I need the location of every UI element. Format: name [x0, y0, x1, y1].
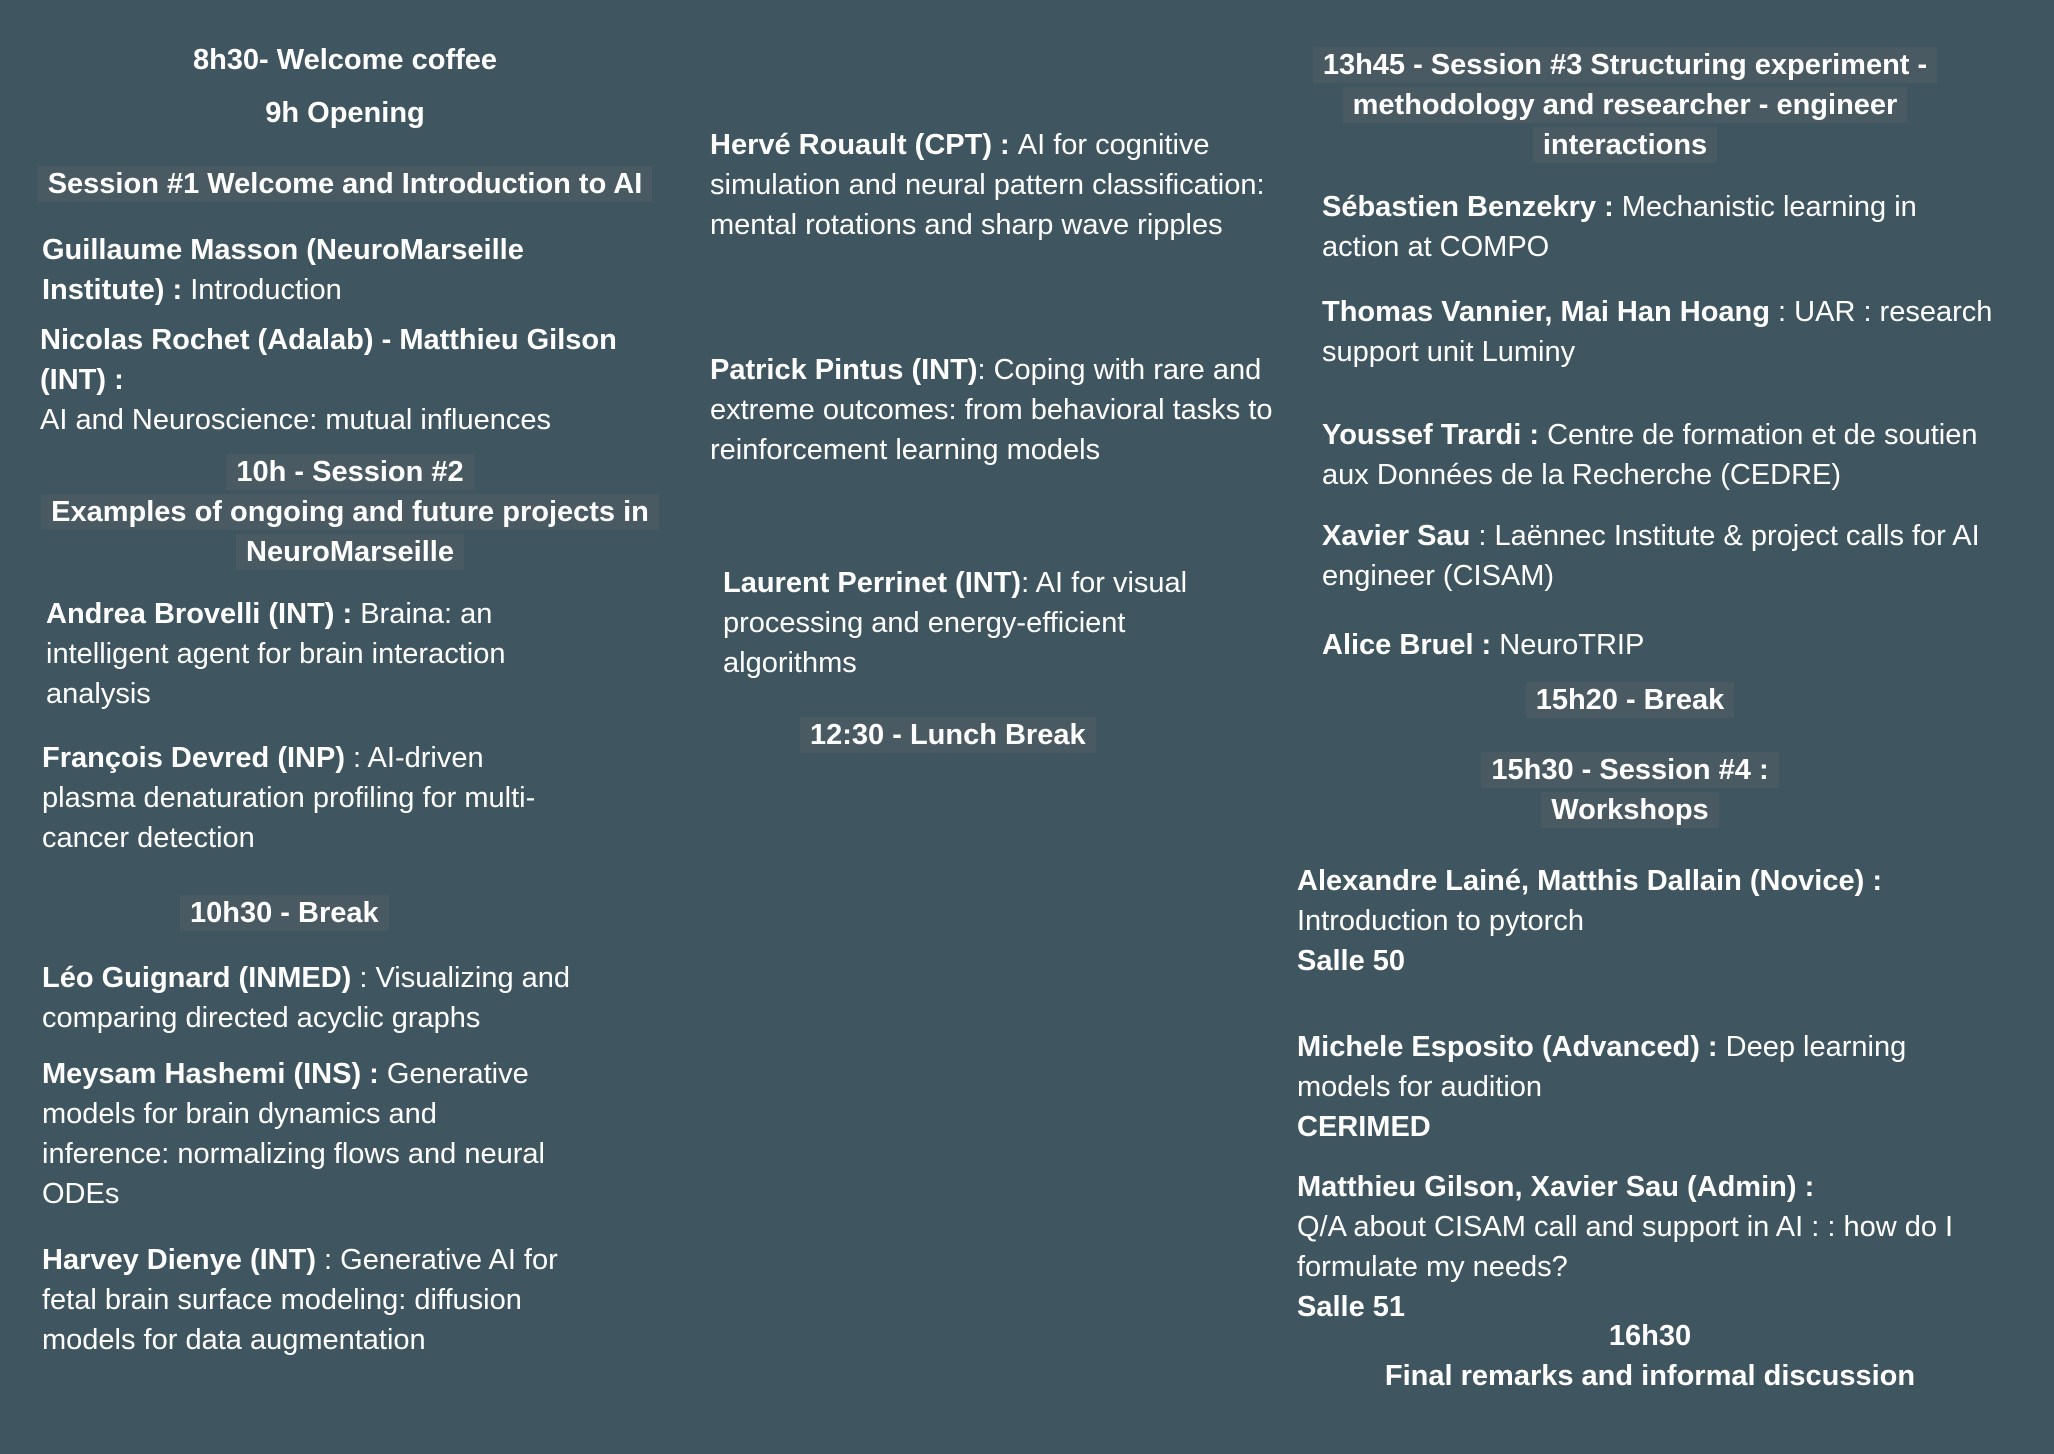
speaker-name: Hervé Rouault (CPT) : — [710, 129, 1018, 161]
talk-title: : UAR : research support unit Luminy — [1322, 296, 1993, 368]
speaker-name: Andrea Brovelli (INT) : — [46, 598, 361, 630]
talk-title: Generative models for brain dynamics and inference: normalizing flows and neural ODEs — [42, 1058, 545, 1210]
session3-title: 13h45 - Session #3 Structuring experiment - methodology and researcher - engineer interactions — [1313, 47, 1937, 163]
workshop-speakers: Michele Esposito (Advanced) : — [1297, 1031, 1726, 1063]
speaker-name: Alice Bruel : — [1322, 629, 1500, 661]
session4-title: Workshops — [1541, 792, 1718, 828]
session2-title: Examples of ongoing and future projects in NeuroMarseille — [41, 494, 659, 570]
talk-title: : Laënnec Institute & project calls for AI engineer (CISAM) — [1322, 520, 1980, 592]
talk-item — [1322, 187, 2002, 267]
break-1 — [180, 893, 389, 933]
talk-title: Mechanistic learning in action at COMPO — [1322, 191, 1917, 263]
workshop-title: Introduction to pytorch — [1297, 905, 1584, 937]
welcome-coffee-text: 8h30- Welcome coffee — [192, 44, 498, 76]
talk-title: NeuroTRIP — [1499, 629, 1645, 661]
session4-heading — [1350, 750, 1910, 830]
final-time: 16h30 — [1608, 1320, 1692, 1352]
talk-item — [42, 738, 562, 858]
talk-title: Introduction — [190, 274, 342, 306]
speaker-name: Meysam Hashemi (INS) : — [42, 1058, 387, 1090]
talk-item — [1322, 516, 2012, 596]
talk-title: AI for cognitive simulation and neural pattern classification: mental rotations and sharp wave ripples — [710, 129, 1265, 241]
workshop-item — [1297, 861, 2017, 981]
final-session — [1330, 1316, 1970, 1396]
speaker-name: Xavier Sau — [1322, 520, 1479, 552]
speaker-name: François Devred (INP) — [42, 742, 354, 774]
speaker-name: Laurent Perrinet (INT) — [723, 567, 1022, 599]
talk-title: : Visualizing and comparing directed acyclic graphs — [42, 962, 571, 1034]
session1-title: Session #1 Welcome and Introduction to AI — [38, 166, 653, 202]
speaker-name: Youssef Trardi : — [1322, 419, 1548, 451]
workshop-item — [1297, 1027, 1977, 1147]
session4-time: 15h30 - Session #4 : — [1481, 752, 1778, 788]
session3-heading — [1290, 45, 1960, 165]
talk-title: : AI-driven plasma denaturation profiling for multi-cancer detection — [42, 742, 536, 854]
workshop-room: Salle 51 — [1297, 1291, 1406, 1323]
welcome-coffee — [20, 40, 670, 80]
break-2 — [1350, 680, 1910, 720]
session1-heading — [20, 164, 670, 204]
talk-item — [710, 125, 1270, 245]
workshop-room: CERIMED — [1297, 1111, 1431, 1143]
speaker-name: Guillaume Masson (NeuroMarseille Institute) : — [42, 234, 524, 306]
workshop-speakers: Alexandre Lainé, Matthis Dallain (Novice) : — [1297, 865, 1882, 897]
session2-time: 10h - Session #2 — [226, 454, 473, 490]
talk-item — [710, 350, 1290, 470]
lunch-break — [800, 715, 1096, 755]
break-2-text: 15h20 - Break — [1526, 682, 1735, 718]
speaker-name: Sébastien Benzekry : — [1322, 191, 1622, 223]
talk-title: Braina: an intelligent agent for brain interaction analysis — [46, 598, 506, 710]
speaker-name: Nicolas Rochet (Adalab) - Matthieu Gilson (INT) : — [40, 324, 617, 396]
talk-item — [1322, 415, 2032, 495]
lunch-break-text: 12:30 - Lunch Break — [800, 717, 1096, 753]
session2-heading — [20, 452, 680, 572]
speaker-name: Harvey Dienye (INT) — [42, 1244, 325, 1276]
workshop-speakers: Matthieu Gilson, Xavier Sau (Admin) : — [1297, 1171, 1815, 1203]
talk-item — [42, 1240, 562, 1360]
talk-item — [1322, 625, 2002, 665]
talk-title: : Coping with rare and extreme outcomes: from behavioral tasks to reinforcement learning models — [710, 354, 1273, 466]
talk-title: Centre de formation et de soutien aux Données de la Recherche (CEDRE) — [1322, 419, 1978, 491]
talk-title: AI and Neuroscience: mutual influences — [40, 404, 552, 436]
workshop-title: Deep learning models for audition — [1297, 1031, 1907, 1103]
break-1-text: 10h30 - Break — [180, 895, 389, 931]
talk-item — [42, 1054, 572, 1214]
talk-item — [42, 230, 602, 310]
talk-item — [40, 320, 680, 440]
workshop-item — [1297, 1167, 2027, 1327]
workshop-room: Salle 50 — [1297, 945, 1406, 977]
talk-item — [42, 958, 622, 1038]
talk-item — [723, 563, 1263, 683]
talk-item — [46, 594, 586, 714]
opening — [20, 93, 670, 133]
speaker-name: Léo Guignard (INMED) — [42, 962, 360, 994]
talk-item — [1322, 292, 2032, 372]
speaker-name: Patrick Pintus (INT) — [710, 354, 978, 386]
workshop-title: Q/A about CISAM call and support in AI : : how do I formulate my needs? — [1297, 1211, 1954, 1283]
final-text: Final remarks and informal discussion — [1384, 1360, 1916, 1392]
talk-title: : AI for visual processing and energy-efficient algorithms — [723, 567, 1188, 679]
speaker-name: Thomas Vannier, Mai Han Hoang — [1322, 296, 1779, 328]
opening-text: 9h Opening — [265, 97, 425, 129]
talk-title: : Generative AI for fetal brain surface modeling: diffusion models for data augmentation — [42, 1244, 558, 1356]
